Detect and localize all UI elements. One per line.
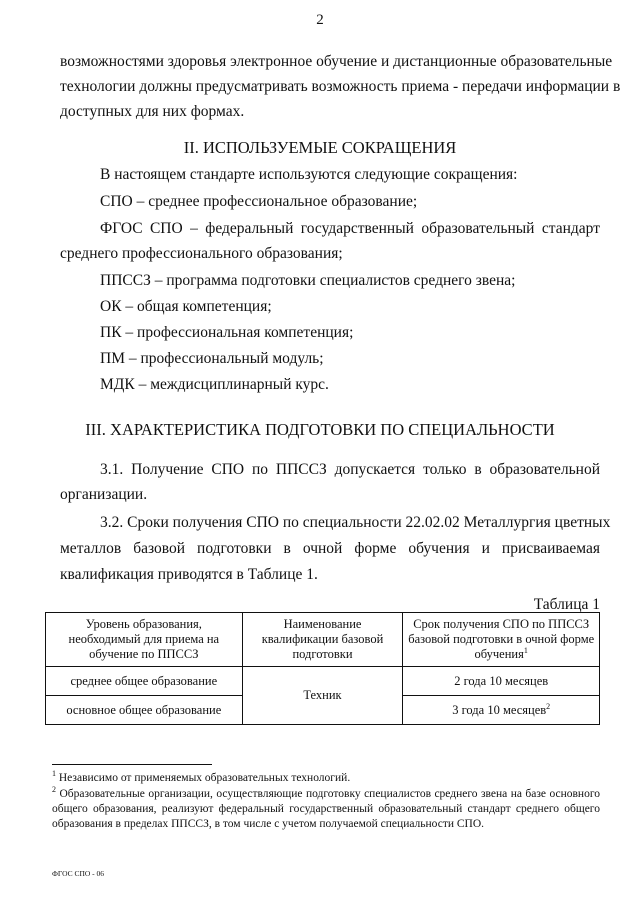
footnote-text: Образовательные организации, осуществляющие подготовку специалистов среднего звена на базе основного общего образования, реализуют федеральный государственный образовательный стандарт среднего общего образования в пределах ППССЗ, в том числе с учетом получаемой специальности СПО.: [52, 788, 601, 830]
table-cell: [403, 667, 600, 696]
qualification-table: [45, 612, 600, 725]
text-line: металлов базовой подготовки в очной форме обучения и присваиваемая: [60, 540, 600, 557]
footnote-text: Независимо от применяемых образовательных технологий.: [58, 772, 351, 784]
term-text: 3 года 10 месяцев: [452, 702, 547, 717]
abbreviation-item: ПК – профессиональная компетенция;: [100, 324, 354, 341]
abbreviation-item: ОК – общая компетенция;: [100, 298, 272, 315]
text-line: 3.2. Сроки получения СПО по специальности 22.02.02 Металлургия цветных: [100, 514, 611, 531]
table-caption: Таблица 1: [533, 596, 600, 613]
text-line: В настоящем стандарте используются следующие сокращения:: [100, 166, 518, 183]
table-header-cell: Наименование квалификации базовой подготовки: [242, 613, 403, 667]
document-footer: ФГОС СПО - 06: [52, 869, 105, 878]
footnote: [52, 771, 600, 786]
abbreviation-item: СПО – среднее профессиональное образование;: [100, 193, 418, 210]
table-cell: [403, 696, 600, 725]
term-text: 2 года 10 месяцев: [454, 673, 549, 688]
text-line: доступных для них формах.: [60, 103, 245, 120]
page-number: 2: [316, 12, 324, 28]
footnote: [52, 787, 600, 832]
abbreviation-item: ПМ – профессиональный модуль;: [100, 350, 324, 367]
text-line: организации.: [60, 486, 148, 503]
abbreviation-item: ППССЗ – программа подготовки специалистов среднего звена;: [100, 272, 516, 289]
footnote-marker: 1: [52, 769, 56, 779]
section-heading: II. ИСПОЛЬЗУЕМЫЕ СОКРАЩЕНИЯ: [183, 138, 457, 157]
text-line: технологии должны предусматривать возможность приема - передачи информации в: [60, 78, 621, 95]
table-row: [46, 667, 600, 696]
footnote-marker: 2: [52, 785, 56, 795]
text-line: возможностями здоровья электронное обучение и дистанционные образовательные: [60, 53, 613, 70]
footnote-marker: 2: [546, 701, 551, 711]
table-header-row: [46, 613, 600, 667]
abbreviation-item: ФГОС СПО – федеральный государственный образовательный стандарт: [100, 220, 600, 237]
text-line: среднего профессионального образования;: [60, 245, 343, 262]
table-header-cell: [403, 613, 600, 667]
footnote-divider: [52, 764, 212, 765]
table-cell: основное общее образование: [46, 696, 243, 725]
footnote-body: [52, 787, 600, 832]
footnote-marker: 1: [523, 645, 528, 655]
table-header-cell: Уровень образования, необходимый для приема на обучение по ППССЗ: [46, 613, 243, 667]
text-line: квалификация приводятся в Таблице 1.: [60, 566, 318, 583]
section-heading: III. ХАРАКТЕРИСТИКА ПОДГОТОВКИ ПО СПЕЦИАЛЬНОСТИ: [85, 420, 555, 439]
header-text: Срок получения СПО по ППССЗ базовой подготовки в очной форме обучения: [408, 617, 595, 661]
table-cell: среднее общее образование: [46, 667, 243, 696]
table-cell-qualification: Техник: [242, 667, 403, 725]
text-line: 3.1. Получение СПО по ППССЗ допускается только в образовательной: [100, 461, 600, 478]
abbreviation-item: МДК – междисциплинарный курс.: [100, 376, 329, 393]
